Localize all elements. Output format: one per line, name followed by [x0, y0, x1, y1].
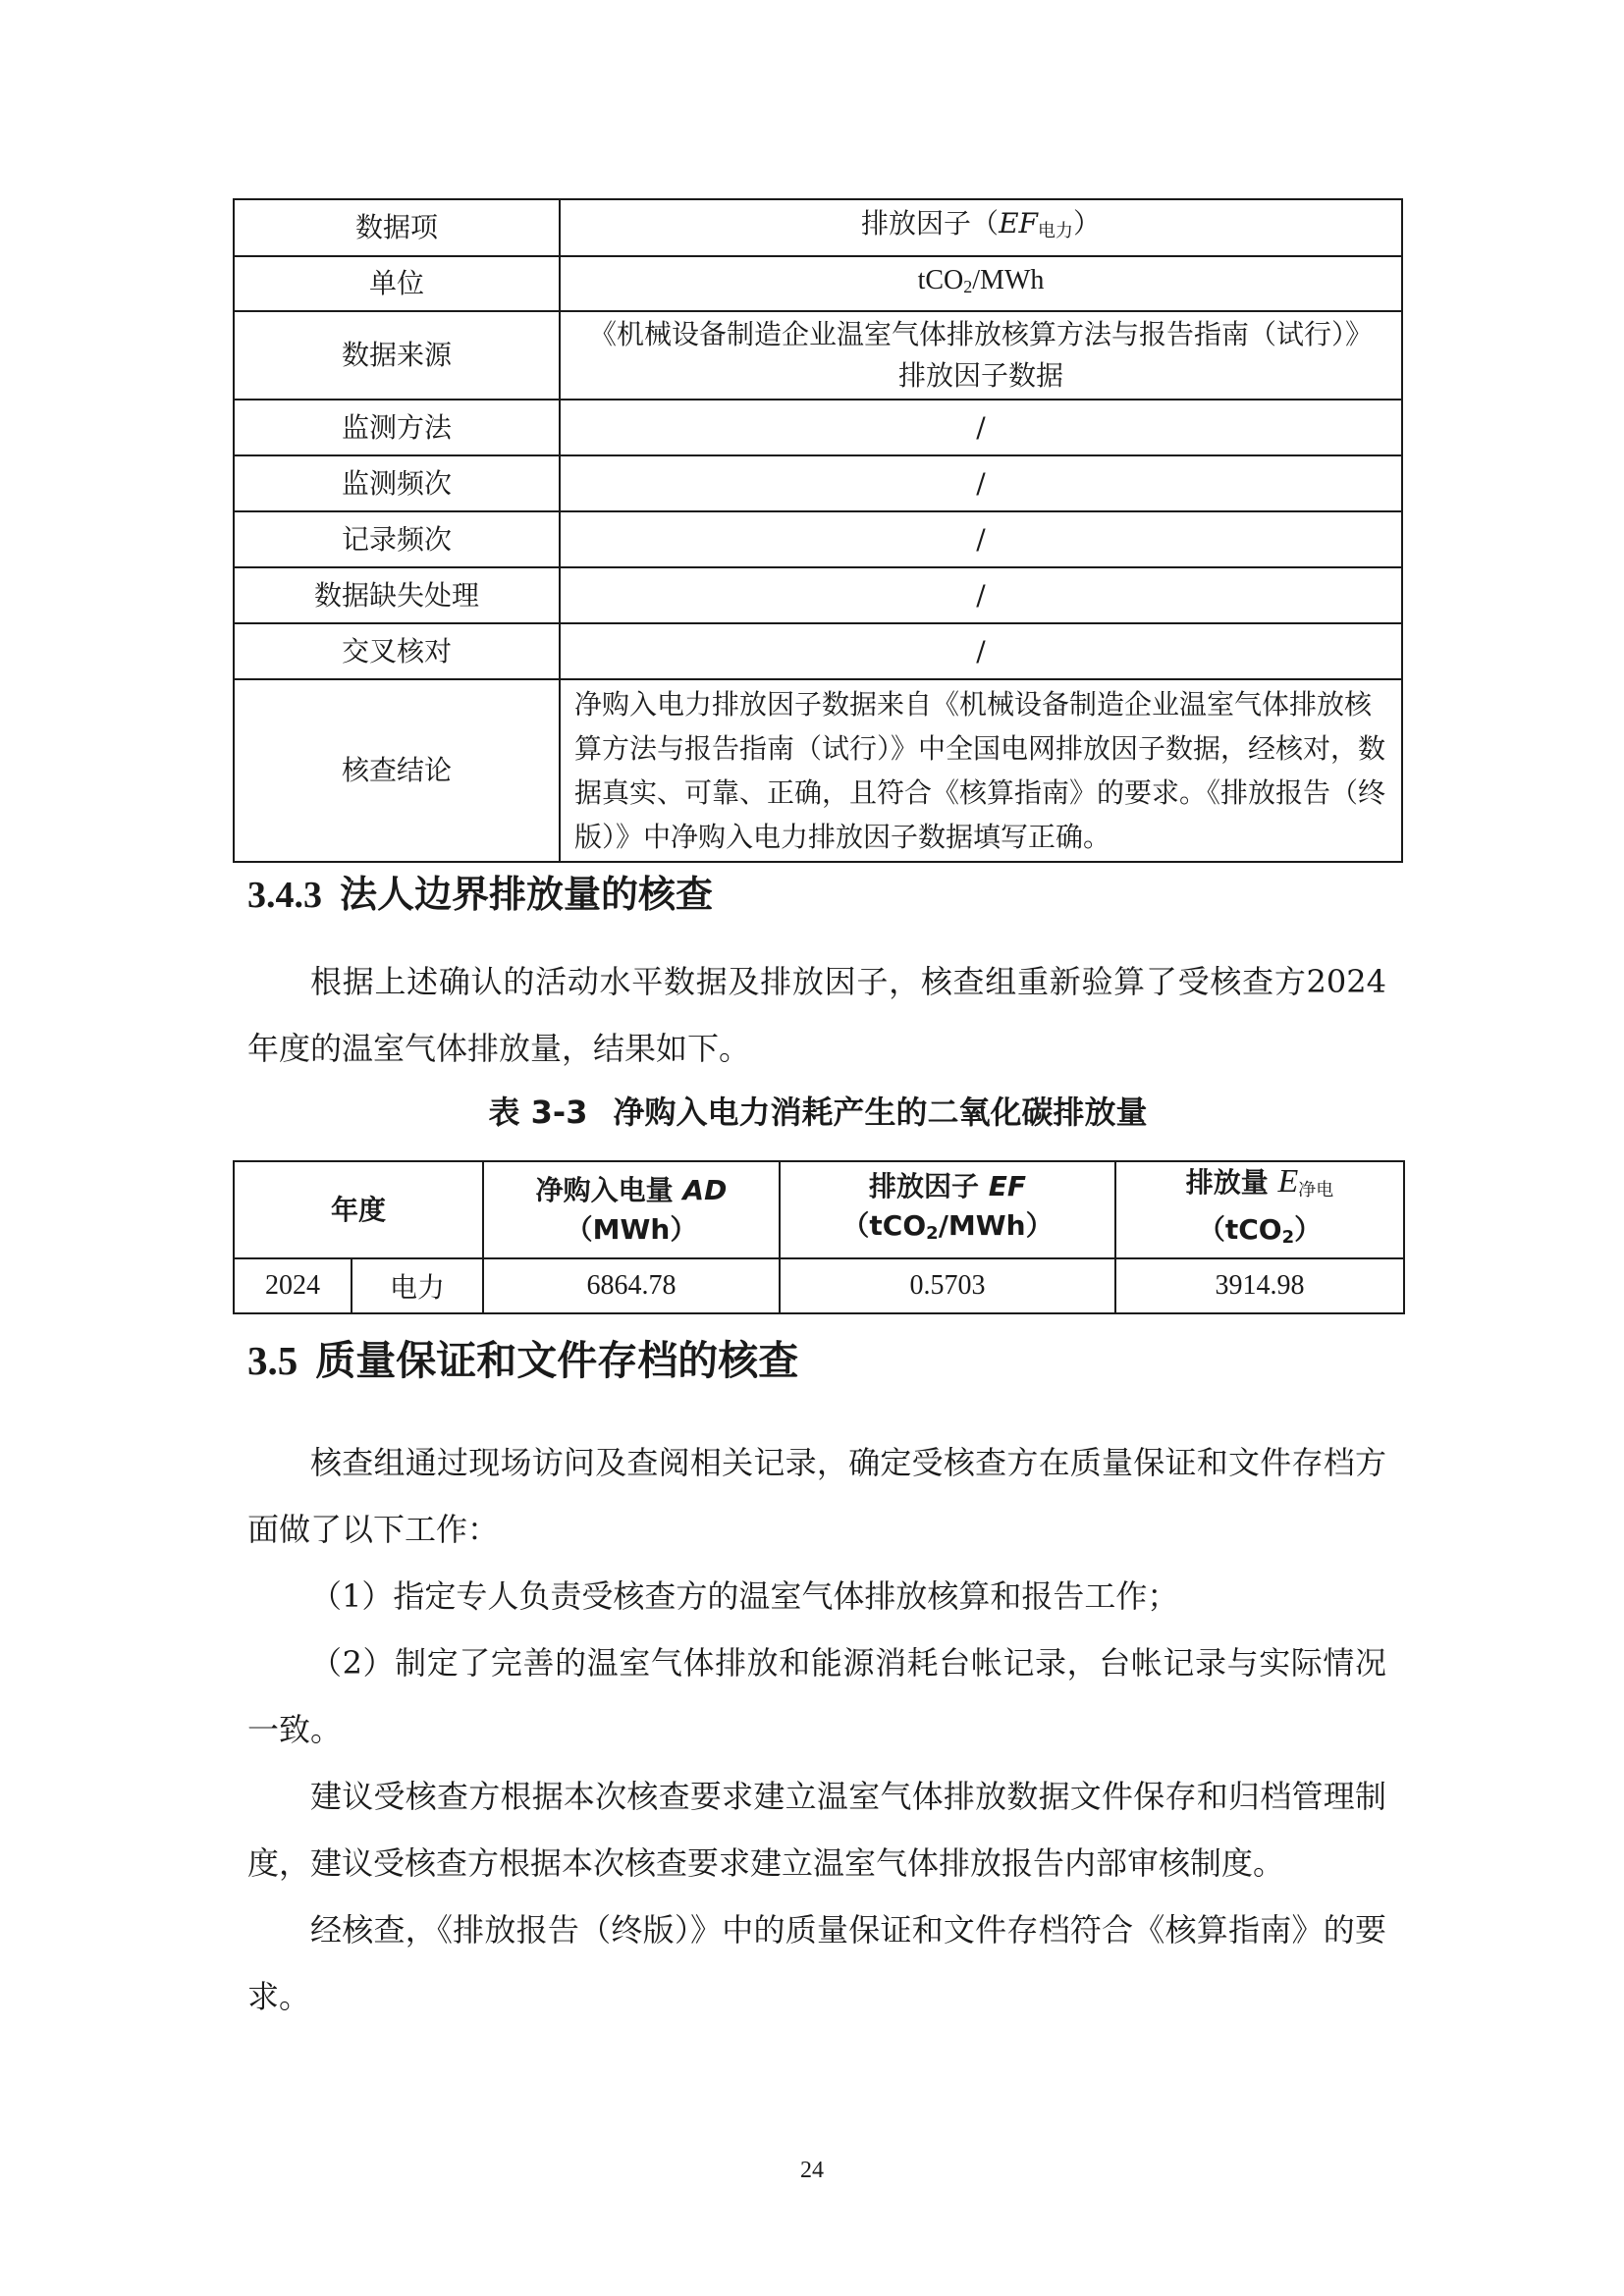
header-ef: 排放因子 EF （tCO$_2$/MWh）: [780, 1161, 1115, 1258]
table-row: [234, 455, 1402, 511]
header-ad: 净购入电量 AD （MWh）: [483, 1161, 780, 1258]
row-value: /: [560, 623, 1402, 679]
cell-emission: 3914.98: [1115, 1258, 1404, 1313]
table-row: [234, 311, 1402, 400]
row-label: 交叉核对: [234, 623, 560, 679]
page-number: 24: [800, 2158, 824, 2183]
emission-factor-verification-table: [233, 198, 1403, 863]
section-heading-3-4-3: 3.4.3 法人边界排放量的核查: [247, 873, 714, 916]
list-item: （1）指定专人负责受核查方的温室气体排放核算和报告工作；: [310, 1577, 1179, 1615]
table-row: [234, 199, 1402, 256]
cell-ad: 6864.78: [483, 1258, 780, 1313]
row-label: 监测方法: [234, 400, 560, 455]
header-emission: 排放量 $E_{净电}(tCO_2)$: [1115, 1161, 1404, 1258]
row-label: 数据缺失处理: [234, 567, 560, 623]
section-paragraph: 根据上述确认的活动水平数据及排放因子，核查组重新验算了受核查方2024 年度的温室气体排放量，结果如下。: [247, 963, 1386, 1067]
row-value: tCO$_2$/MWh: [560, 256, 1402, 311]
row-label: 数据来源: [234, 311, 560, 400]
table-header-row: [234, 1161, 1404, 1258]
section-paragraph: 核查组通过现场访问及查阅相关记录，确定受核查方在质量保证和文件存档方面做了以下工作：: [247, 1444, 1386, 1548]
row-label: 核查结论: [234, 679, 560, 862]
list-item: （2）制定了完善的温室气体排放和能源消耗台帐记录，台帐记录与实际情况一致。: [247, 1644, 1386, 1748]
table-row: [234, 567, 1402, 623]
row-label: 记录频次: [234, 511, 560, 567]
row-value: 排放因子$(EF_{电力})$: [560, 199, 1402, 256]
section-heading-3-5: 3.5 质量保证和文件存档的核查: [247, 1337, 799, 1384]
table-row: [234, 1258, 1404, 1313]
row-value: /: [560, 455, 1402, 511]
row-value: /: [560, 400, 1402, 455]
row-label: 数据项: [234, 199, 560, 256]
table-row: [234, 256, 1402, 311]
cell-year: 2024: [234, 1258, 352, 1313]
row-label: 监测频次: [234, 455, 560, 511]
table-row: [234, 623, 1402, 679]
row-value: 净购入电力排放因子数据来自《机械设备制造企业温室气体排放核算方法与报告指南（试行）》中全国电网排放因子数据，经核对，数据真实、可靠、正确，且符合《核算指南》的要求。《排放报告（终版）》中净购入电力排放因子数据填写正确。: [560, 679, 1402, 862]
row-value: /: [560, 567, 1402, 623]
table-caption: 表 3-3 净购入电力消耗产生的二氧化碳排放量: [488, 1094, 1148, 1131]
table-row: [234, 511, 1402, 567]
section-paragraph: 经核查，《排放报告（终版）》中的质量保证和文件存档符合《核算指南》的要求。: [247, 1911, 1386, 2015]
header-year: 年度: [234, 1161, 483, 1258]
row-value: 《机械设备制造企业温室气体排放核算方法与报告指南（试行）》 排放因子数据: [560, 311, 1402, 400]
emission-result-table: [233, 1160, 1405, 1314]
cell-type: 电力: [352, 1258, 483, 1313]
row-label: 单位: [234, 256, 560, 311]
table-row: [234, 679, 1402, 862]
cell-ef: 0.5703: [780, 1258, 1115, 1313]
section-paragraph: 建议受核查方根据本次核查要求建立温室气体排放数据文件保存和归档管理制度，建议受核查方根据本次核查要求建立温室气体排放报告内部审核制度。: [247, 1778, 1386, 1882]
table-row: [234, 400, 1402, 455]
row-value: /: [560, 511, 1402, 567]
